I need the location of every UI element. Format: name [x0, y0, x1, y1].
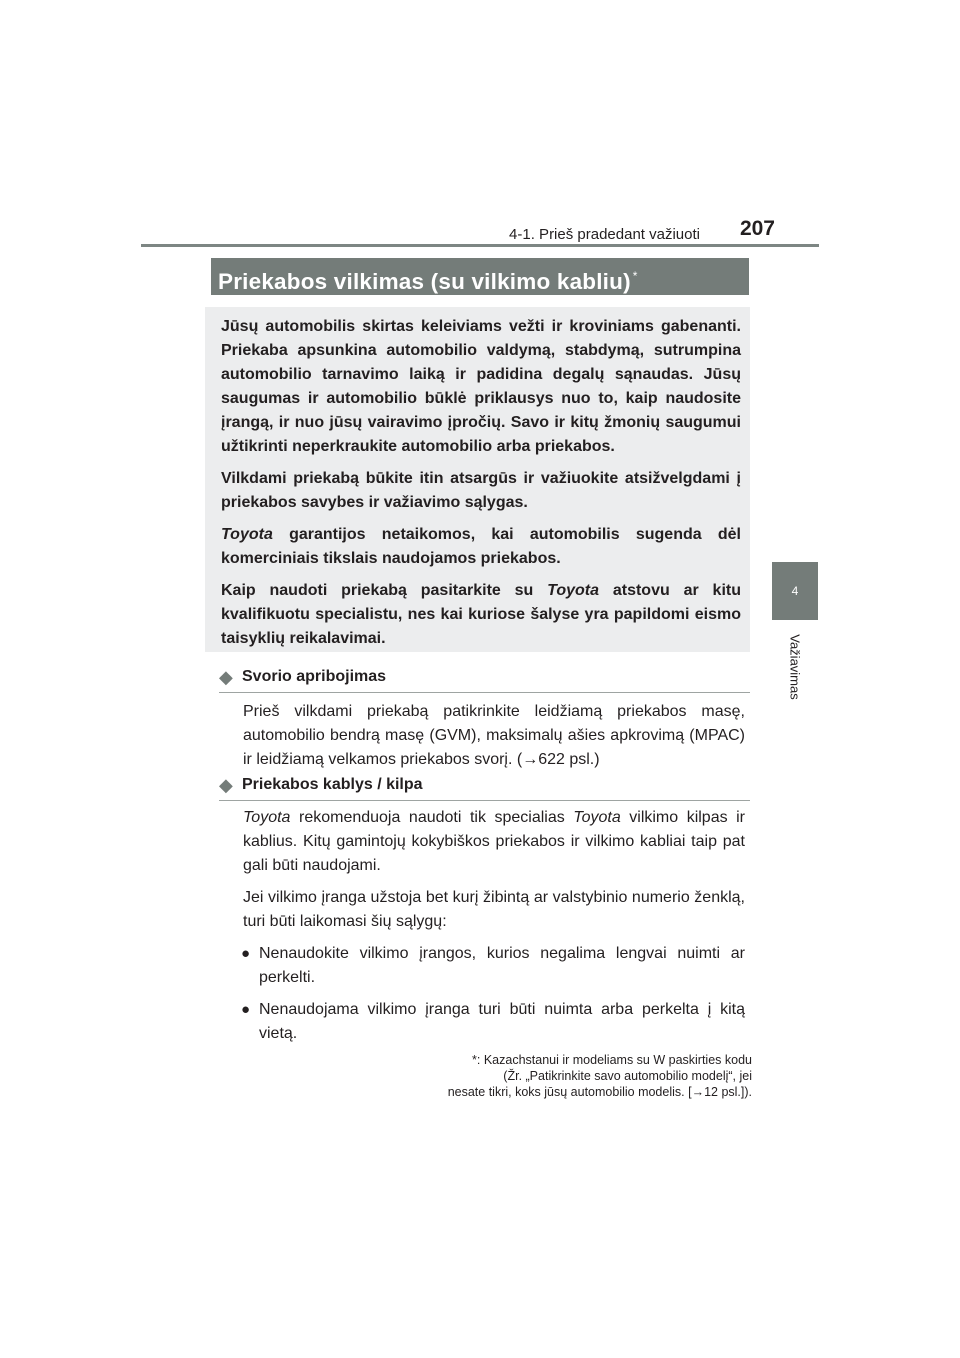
diamond-icon: ◆	[219, 775, 233, 795]
brand-name: Toyota	[221, 526, 273, 543]
brand-name: Toyota	[547, 582, 600, 599]
banner-title: Priekabos vilkimas (su vilkimo kabliu)	[218, 269, 631, 294]
section-rule	[219, 800, 750, 801]
bullet-text: Nenaudokite vilkimo įrangos, kurios negalima lengvai nuimti ar perkelti.	[259, 945, 745, 986]
weight-text: Prieš vilkdami priekabą patikrinkite leidžiamą priekabos masę, automobilio bendrą masę (GVM), maksimalų ašies apkrovimą (MPAC) ir leidžiamą velkamos priekabos svorį. (→622 psl.)	[243, 703, 745, 768]
footnote-line: *: Kazachstanui ir modeliams su W paskirties kodu	[472, 1053, 752, 1067]
list-item	[241, 942, 745, 990]
page-number: 207	[739, 217, 775, 240]
footnote-line: nesate tikri, koks jūsų automobilio modelis. [→12 psl.]).	[447, 1085, 752, 1099]
brand-name: Toyota	[243, 809, 291, 826]
section-title: Svorio apribojimas	[242, 668, 387, 685]
brand-name: Toyota	[573, 809, 621, 826]
banner-footnote-marker: *	[632, 269, 638, 283]
chapter-label: Važiavimas	[787, 634, 803, 700]
footnote-line: (Žr. „Patikrinkite savo automobilio modelį“, jei	[503, 1069, 752, 1083]
section-heading-hitch	[219, 776, 750, 794]
footnote	[380, 1052, 752, 1100]
hitch-paragraph: Toyota rekomenduoja naudoti tik specialias Toyota vilkimo kilpas ir kablius. Kitų gamintojų kokybiškos priekabos ir vilkimo kabliai taip pat gali būti naudojami.	[243, 809, 746, 874]
running-header-section: 4-1. Prieš pradedant važiuoti	[509, 226, 700, 243]
section-title: Priekabos kablys / kilpa	[242, 776, 423, 793]
intro-paragraph: Jūsų automobilis skirtas keleiviams vežti ir kroviniams gabenanti. Priekaba apsunkina automobilio valdymą, stabdymą, sutrumpina automobilio tarnavimo laiką ir padidina degalų sąnaudas. Jūsų saugumas ir automobilio būklė priklausys nuo to, kaip naudosite įrangą, ir nuo jūsų vairavimo įpročių. Savo ir kitų žmonių saugumui užtikrinti neperkraukite automobilio arba priekabos.	[221, 318, 741, 455]
hitch-conditions: Jei vilkimo įranga užstoja bet kurį žibintą ar valstybinio numerio ženklą, turi būti laikomasi šių sąlygų:	[243, 889, 745, 930]
intro-paragraph: Vilkdami priekabą būkite itin atsargūs ir važiuokite atsižvelgdami į priekabos savybes ir važiavimo sąlygas.	[221, 470, 741, 511]
chapter-tab[interactable]	[772, 562, 818, 620]
bullet-icon: ●	[241, 945, 251, 962]
intro-paragraph-dealer: Kaip naudoti priekabą pasitarkite su Toyota atstovu ar kitu kvalifikuotu specialistu, nes kai kuriose šalyse yra papildomi eismo taisyklių reikalavimai.	[221, 582, 741, 647]
bullet-icon: ●	[241, 1001, 251, 1018]
chapter-number: 4	[791, 584, 799, 598]
intro-box	[205, 307, 750, 652]
diamond-icon: ◆	[219, 667, 233, 687]
intro-paragraph-warranty: Toyota garantijos netaikomos, kai automobilis sugenda dėl komerciniais tikslais naudojamos priekabos.	[221, 526, 741, 567]
section-body-weight	[243, 700, 745, 780]
list-item	[241, 998, 745, 1046]
section-rule	[219, 692, 750, 693]
section-body-hitch	[243, 806, 745, 1054]
section-heading-weight	[219, 668, 750, 686]
header-rule	[141, 244, 819, 247]
section-banner	[211, 258, 749, 295]
bullet-text: Nenaudojama vilkimo įranga turi būti nuimta arba perkelta į kitą vietą.	[259, 1001, 745, 1042]
